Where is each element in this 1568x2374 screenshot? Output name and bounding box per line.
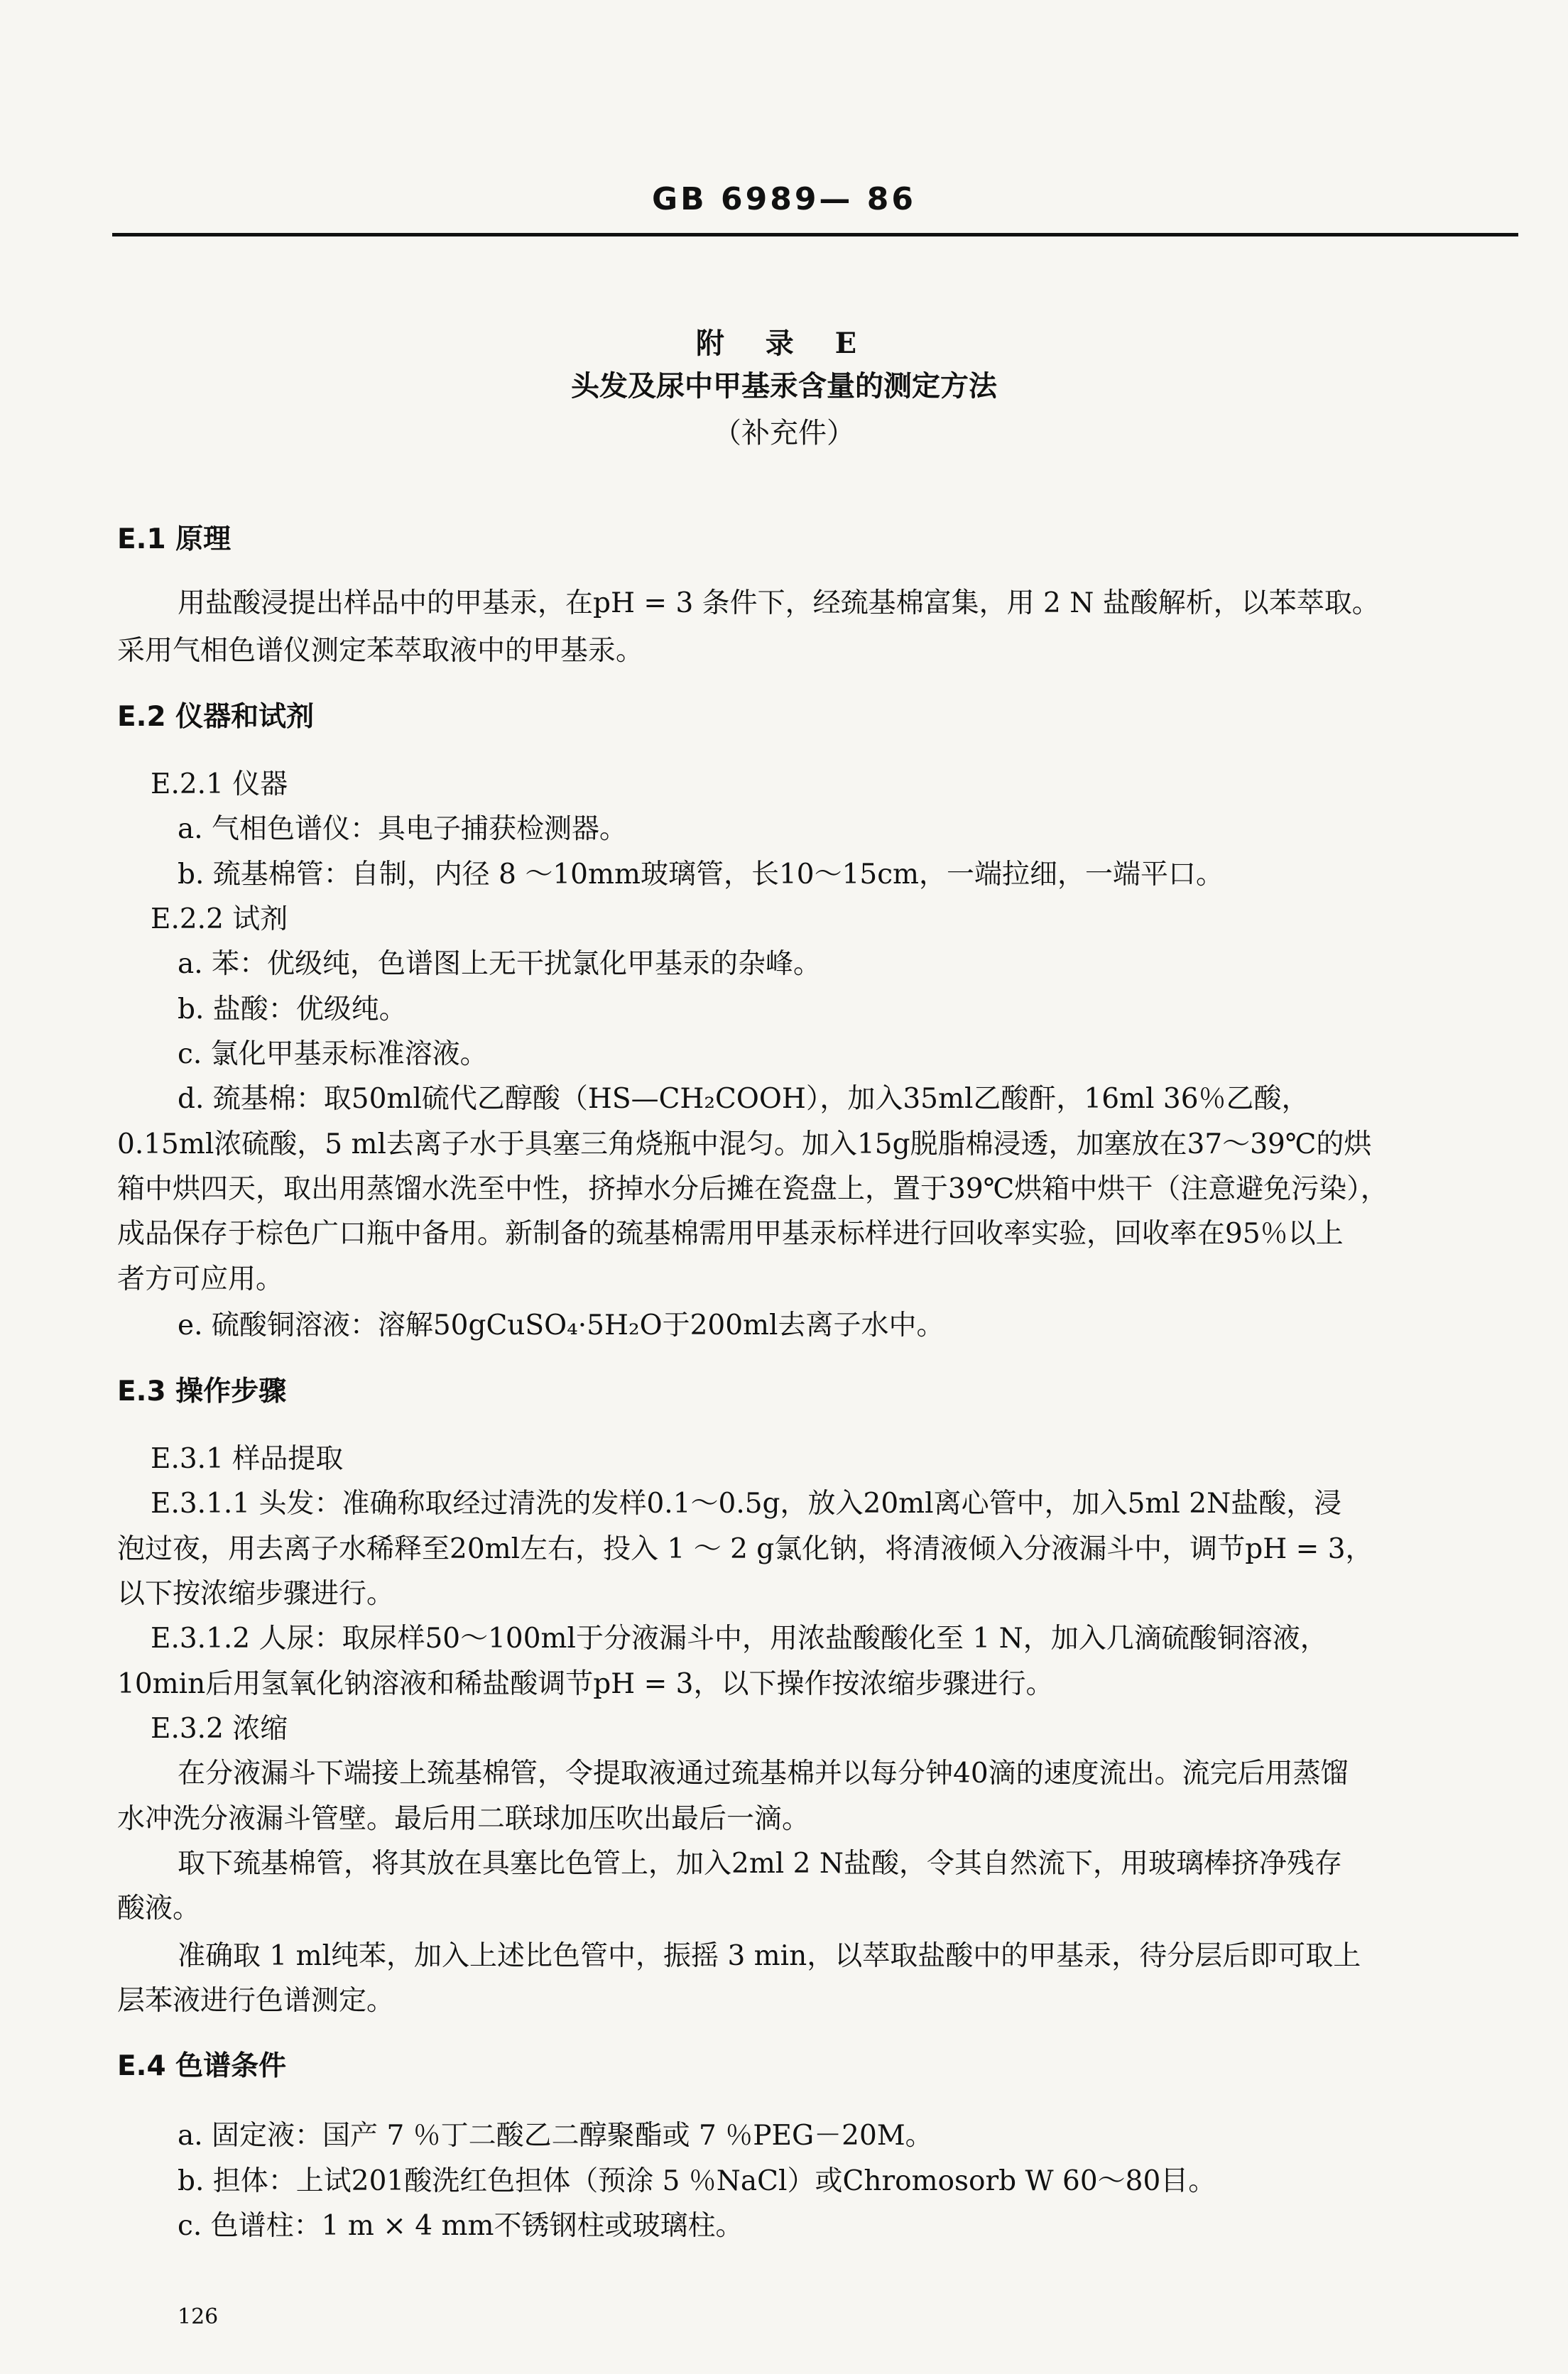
subsection-heading: E.2.2 试剂 — [151, 903, 288, 935]
appendix-note: （补充件） — [713, 417, 855, 450]
body-line: 取下巯基棉管，将其放在具塞比色管上，加入2ml 2 N盐酸，令其自然流下，用玻璃棒挤净残存 — [178, 1848, 1343, 1880]
list-item: a. 苯：优级纯，色谱图上无干扰氯化甲基汞的杂峰。 — [178, 948, 822, 980]
list-item: d. 巯基棉：取50ml硫代乙醇酸（HS—CH₂COOH），加入35ml乙酸酐，16ml 36％乙酸， — [178, 1083, 1310, 1115]
body-line: 箱中烘四天，取出用蒸馏水洗至中性，挤掉水分后摊在瓷盘上，置于39℃烘箱中烘干（注意避免污染）， — [117, 1173, 1388, 1205]
section-heading: E.4 色谱条件 — [117, 2050, 287, 2082]
section-heading: E.1 原理 — [117, 523, 232, 555]
list-item: e. 硫酸铜溶液：溶解50gCuSO₄·5H₂O于200ml去离子水中。 — [178, 1309, 944, 1341]
body-line: 酸液。 — [117, 1893, 201, 1924]
list-item: a. 固定液：国产 7 ％丁二酸乙二醇聚酯或 7 ％PEG－20M。 — [178, 2120, 933, 2152]
body-line: 水冲洗分液漏斗管壁。最后用二联球加压吹出最后一滴。 — [117, 1803, 810, 1835]
body-line: 采用气相色谱仪测定苯萃取液中的甲基汞。 — [117, 635, 644, 667]
page-number: 126 — [178, 2304, 219, 2329]
body-line: 以下按浓缩步骤进行。 — [117, 1578, 395, 1610]
list-item: b. 盐酸：优级纯。 — [178, 993, 407, 1025]
appendix-label: 附 录 E — [695, 327, 873, 360]
list-item: c. 氯化甲基汞标准溶液。 — [178, 1038, 488, 1070]
list-item: c. 色谱柱：1 m × 4 mm不锈钢柱或玻璃柱。 — [178, 2210, 744, 2242]
body-line: 者方可应用。 — [117, 1263, 284, 1295]
section-heading: E.2 仪器和试剂 — [117, 701, 315, 733]
list-item: b. 巯基棉管：自制，内径 8 ～10mm玻璃管，长10～15cm，一端拉细，一端平口。 — [178, 859, 1224, 891]
subsection-heading: E.3.2 浓缩 — [151, 1713, 288, 1745]
body-line: 准确取 1 ml纯苯，加入上述比色管中，振摇 3 min，以萃取盐酸中的甲基汞，待分层后即可取上 — [178, 1940, 1361, 1972]
body-line: 0.15ml浓硫酸，5 ml去离子水于具塞三角烧瓶中混匀。加入15g脱脂棉浸透，加塞放在37～39℃的烘 — [117, 1128, 1372, 1160]
standard-number-header: GB 6989— 86 — [652, 181, 916, 217]
body-line: E.3.1.1 头发：准确称取经过清洗的发样0.1～0.5g，放入20ml离心管中，加入5ml 2N盐酸，浸 — [151, 1488, 1342, 1520]
list-item: a. 气相色谱仪：具电子捕获检测器。 — [178, 813, 628, 845]
list-item: b. 担体：上试201酸洗红色担体（预涂 5 ％NaCl）或Chromosorb W 60～80目。 — [178, 2165, 1216, 2197]
body-line: E.3.1.2 人尿：取尿样50～100ml于分液漏斗中，用浓盐酸酸化至 1 N，加入几滴硫酸铜溶液， — [151, 1623, 1328, 1655]
header-rule — [112, 233, 1518, 236]
body-line: 成品保存于棕色广口瓶中备用。新制备的巯基棉需用甲基汞标样进行回收率实验，回收率在95％以上 — [117, 1218, 1344, 1250]
section-heading: E.3 操作步骤 — [117, 1376, 287, 1407]
subsection-heading: E.3.1 样品提取 — [151, 1443, 344, 1475]
body-line: 在分液漏斗下端接上巯基棉管，令提取液通过巯基棉并以每分钟40滴的速度流出。流完后用蒸馏 — [178, 1758, 1349, 1790]
subsection-heading: E.2.1 仪器 — [151, 768, 288, 800]
body-line: 泡过夜，用去离子水稀释至20ml左右，投入 1 ～ 2 g氯化钠，将清液倾入分液漏斗中，调节pH = 3， — [117, 1533, 1373, 1565]
appendix-title: 头发及尿中甲基汞含量的测定方法 — [571, 369, 997, 403]
body-line: 用盐酸浸提出样品中的甲基汞，在pH = 3 条件下，经巯基棉富集，用 2 N 盐酸解析，以苯萃取。 — [178, 587, 1380, 619]
body-line: 10min后用氢氧化钠溶液和稀盐酸调节pH = 3，以下操作按浓缩步骤进行。 — [117, 1668, 1054, 1700]
body-line: 层苯液进行色谱测定。 — [117, 1985, 395, 2017]
